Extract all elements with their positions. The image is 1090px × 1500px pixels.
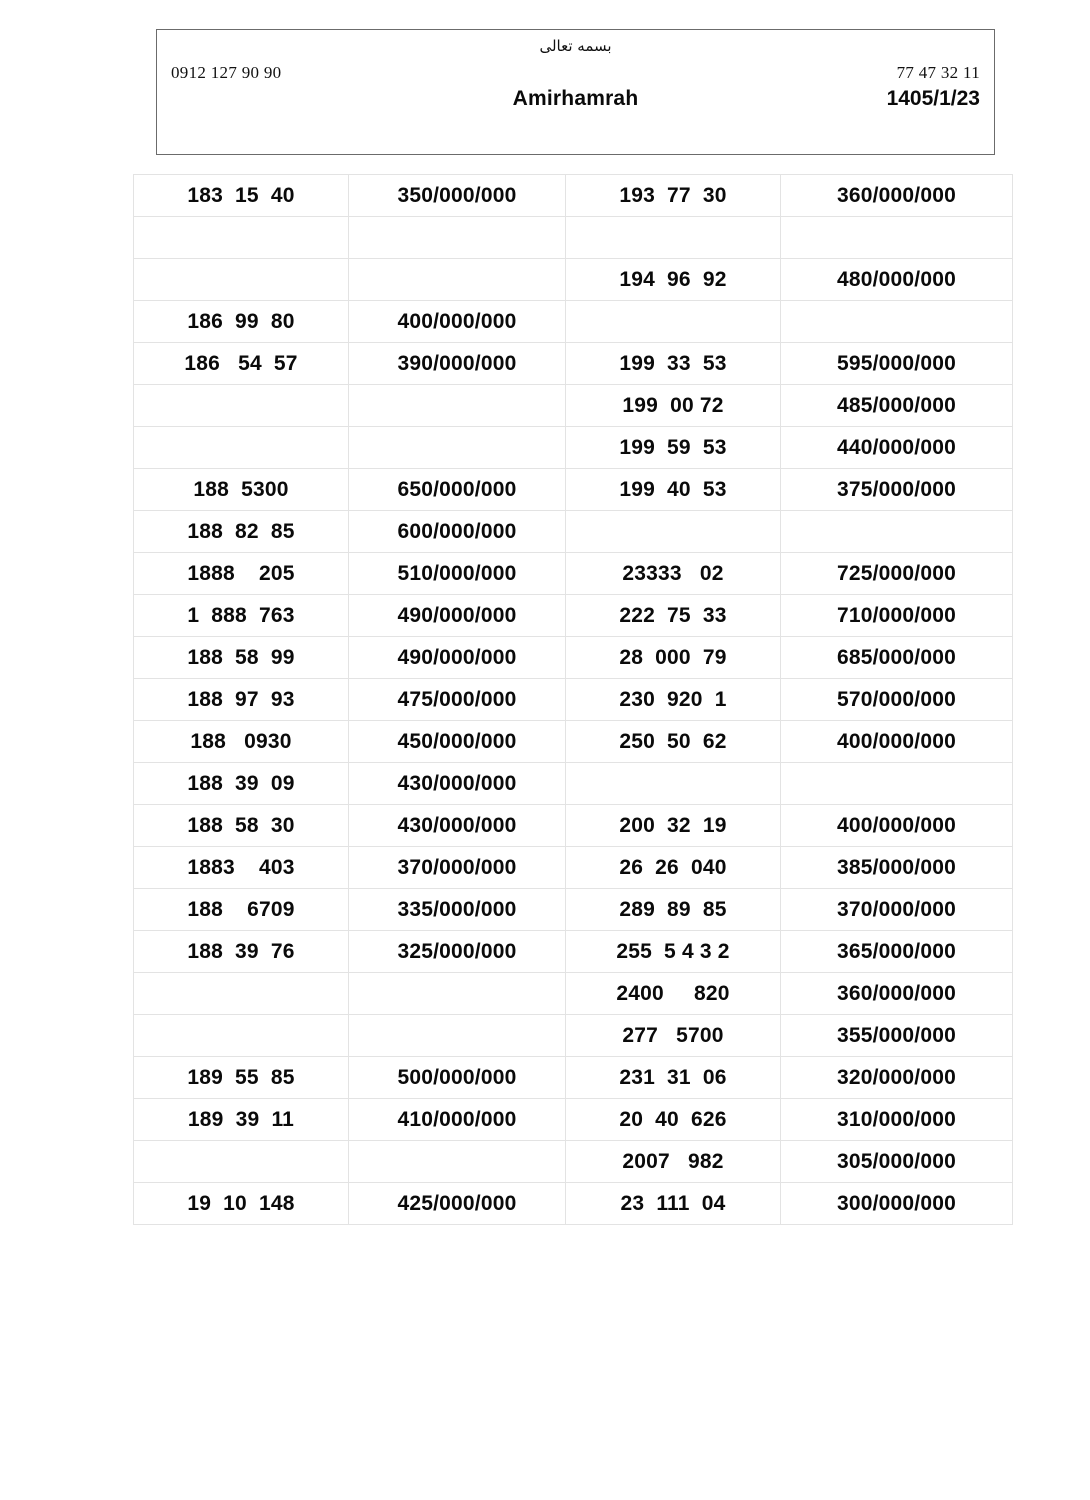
phone-number-cell-right [566, 763, 781, 805]
price-cell-right [781, 301, 1013, 343]
phone-number-cell-right: 23333 02 [566, 553, 781, 595]
phone-number-cell-right: 199 59 53 [566, 427, 781, 469]
price-cell-right: 710/000/000 [781, 595, 1013, 637]
phone-number-cell-left [134, 427, 349, 469]
phone-number-cell-left: 1888 205 [134, 553, 349, 595]
price-cell-right: 400/000/000 [781, 721, 1013, 763]
price-cell-left: 430/000/000 [349, 763, 566, 805]
phone-number-cell-left: 188 97 93 [134, 679, 349, 721]
table-row [134, 679, 1013, 721]
price-cell-right: 440/000/000 [781, 427, 1013, 469]
price-cell-right: 360/000/000 [781, 175, 1013, 217]
phone-number-cell-left [134, 259, 349, 301]
phone-number-cell-left: 188 39 76 [134, 931, 349, 973]
table-row [134, 595, 1013, 637]
table-row [134, 385, 1013, 427]
phone-number-cell-right [566, 511, 781, 553]
price-cell-left [349, 217, 566, 259]
phone-number-cell-right: 255 5 4 3 2 [566, 931, 781, 973]
table-row [134, 217, 1013, 259]
table-row [134, 763, 1013, 805]
price-cell-right: 360/000/000 [781, 973, 1013, 1015]
table-row [134, 301, 1013, 343]
document-date: 1405/1/23 [886, 87, 980, 110]
phone-number-cell-left: 188 0930 [134, 721, 349, 763]
price-cell-right: 300/000/000 [781, 1183, 1013, 1225]
phone-number-cell-left: 188 58 30 [134, 805, 349, 847]
table-row [134, 1015, 1013, 1057]
price-cell-right: 485/000/000 [781, 385, 1013, 427]
phone-number-cell-left: 1883 403 [134, 847, 349, 889]
table-row [134, 553, 1013, 595]
header-box [156, 29, 995, 155]
phone-number-cell-right: 28 000 79 [566, 637, 781, 679]
phone-number-cell-left [134, 973, 349, 1015]
phone-number-cell-right: 200 32 19 [566, 805, 781, 847]
phone-number-cell-left: 186 54 57 [134, 343, 349, 385]
price-cell-right: 725/000/000 [781, 553, 1013, 595]
phone-number-cell-left [134, 217, 349, 259]
phone-number-cell-left [134, 1015, 349, 1057]
price-cell-right: 310/000/000 [781, 1099, 1013, 1141]
brand-title: Amirhamrah [512, 87, 639, 110]
price-cell-right: 570/000/000 [781, 679, 1013, 721]
price-cell-left: 430/000/000 [349, 805, 566, 847]
price-cell-right: 320/000/000 [781, 1057, 1013, 1099]
phone-number-cell-right: 289 89 85 [566, 889, 781, 931]
table-row [134, 637, 1013, 679]
phone-number-cell-right: 199 00 72 [566, 385, 781, 427]
phone-number-cell-right: 2400 820 [566, 973, 781, 1015]
phone-number-cell-right: 23 111 04 [566, 1183, 781, 1225]
price-cell-right: 375/000/000 [781, 469, 1013, 511]
price-cell-left: 400/000/000 [349, 301, 566, 343]
table-row [134, 427, 1013, 469]
table-row [134, 847, 1013, 889]
phone-number-cell-left: 188 39 09 [134, 763, 349, 805]
price-cell-right [781, 217, 1013, 259]
phone-number-cell-left [134, 1141, 349, 1183]
price-cell-left: 390/000/000 [349, 343, 566, 385]
price-cell-right: 355/000/000 [781, 1015, 1013, 1057]
bismillah-text: بسمه تعالی [539, 37, 612, 55]
phone-number-cell-right: 2007 982 [566, 1141, 781, 1183]
table-row [134, 889, 1013, 931]
price-cell-left: 475/000/000 [349, 679, 566, 721]
table-row [134, 973, 1013, 1015]
table-row [134, 175, 1013, 217]
price-cell-right: 365/000/000 [781, 931, 1013, 973]
price-cell-left: 450/000/000 [349, 721, 566, 763]
phone-number-cell-left: 188 58 99 [134, 637, 349, 679]
table-row [134, 805, 1013, 847]
phone-number-cell-right: 199 33 53 [566, 343, 781, 385]
phone-number-cell-left [134, 385, 349, 427]
table-row [134, 259, 1013, 301]
price-cell-right: 400/000/000 [781, 805, 1013, 847]
price-cell-left: 350/000/000 [349, 175, 566, 217]
mobile-phone-number: 0912 127 90 90 [171, 63, 282, 82]
phone-number-cell-left: 186 99 80 [134, 301, 349, 343]
table-row [134, 343, 1013, 385]
phone-number-cell-right: 194 96 92 [566, 259, 781, 301]
phone-number-cell-left: 188 5300 [134, 469, 349, 511]
price-cell-left [349, 385, 566, 427]
price-cell-left [349, 427, 566, 469]
table-row [134, 1057, 1013, 1099]
price-cell-right: 685/000/000 [781, 637, 1013, 679]
phone-number-cell-left: 1 888 763 [134, 595, 349, 637]
price-list-table [133, 174, 1013, 1225]
landline-phone-number: 77 47 32 11 [896, 63, 980, 82]
phone-number-cell-right [566, 217, 781, 259]
table-row [134, 511, 1013, 553]
table-row [134, 1183, 1013, 1225]
price-cell-left: 490/000/000 [349, 637, 566, 679]
price-cell-left: 500/000/000 [349, 1057, 566, 1099]
price-cell-right [781, 763, 1013, 805]
phone-number-cell-right: 222 75 33 [566, 595, 781, 637]
table-row [134, 469, 1013, 511]
table-row [134, 1099, 1013, 1141]
price-cell-right: 385/000/000 [781, 847, 1013, 889]
price-cell-left: 335/000/000 [349, 889, 566, 931]
table-row [134, 1141, 1013, 1183]
price-list-body [134, 175, 1013, 1225]
phone-number-cell-right: 231 31 06 [566, 1057, 781, 1099]
phone-number-cell-left: 189 55 85 [134, 1057, 349, 1099]
price-cell-left: 510/000/000 [349, 553, 566, 595]
price-cell-left: 600/000/000 [349, 511, 566, 553]
price-cell-left: 325/000/000 [349, 931, 566, 973]
phone-number-cell-right: 250 50 62 [566, 721, 781, 763]
price-cell-left [349, 973, 566, 1015]
phone-number-cell-right: 26 26 040 [566, 847, 781, 889]
phone-number-cell-left: 189 39 11 [134, 1099, 349, 1141]
phone-number-cell-left: 183 15 40 [134, 175, 349, 217]
price-cell-left: 490/000/000 [349, 595, 566, 637]
price-cell-right: 370/000/000 [781, 889, 1013, 931]
price-cell-left: 650/000/000 [349, 469, 566, 511]
price-cell-right [781, 511, 1013, 553]
price-cell-right: 480/000/000 [781, 259, 1013, 301]
phone-number-cell-right: 230 920 1 [566, 679, 781, 721]
price-cell-left: 410/000/000 [349, 1099, 566, 1141]
table-row [134, 721, 1013, 763]
table-row [134, 931, 1013, 973]
price-cell-left: 425/000/000 [349, 1183, 566, 1225]
phone-number-cell-right: 20 40 626 [566, 1099, 781, 1141]
phone-number-cell-right: 199 40 53 [566, 469, 781, 511]
phone-number-cell-right [566, 301, 781, 343]
price-cell-right: 595/000/000 [781, 343, 1013, 385]
phone-number-cell-left: 19 10 148 [134, 1183, 349, 1225]
phone-number-cell-right: 193 77 30 [566, 175, 781, 217]
phone-number-cell-right: 277 5700 [566, 1015, 781, 1057]
price-cell-left [349, 259, 566, 301]
phone-number-cell-left: 188 82 85 [134, 511, 349, 553]
phone-number-cell-left: 188 6709 [134, 889, 349, 931]
price-cell-left [349, 1141, 566, 1183]
price-cell-left: 370/000/000 [349, 847, 566, 889]
price-cell-left [349, 1015, 566, 1057]
price-cell-right: 305/000/000 [781, 1141, 1013, 1183]
